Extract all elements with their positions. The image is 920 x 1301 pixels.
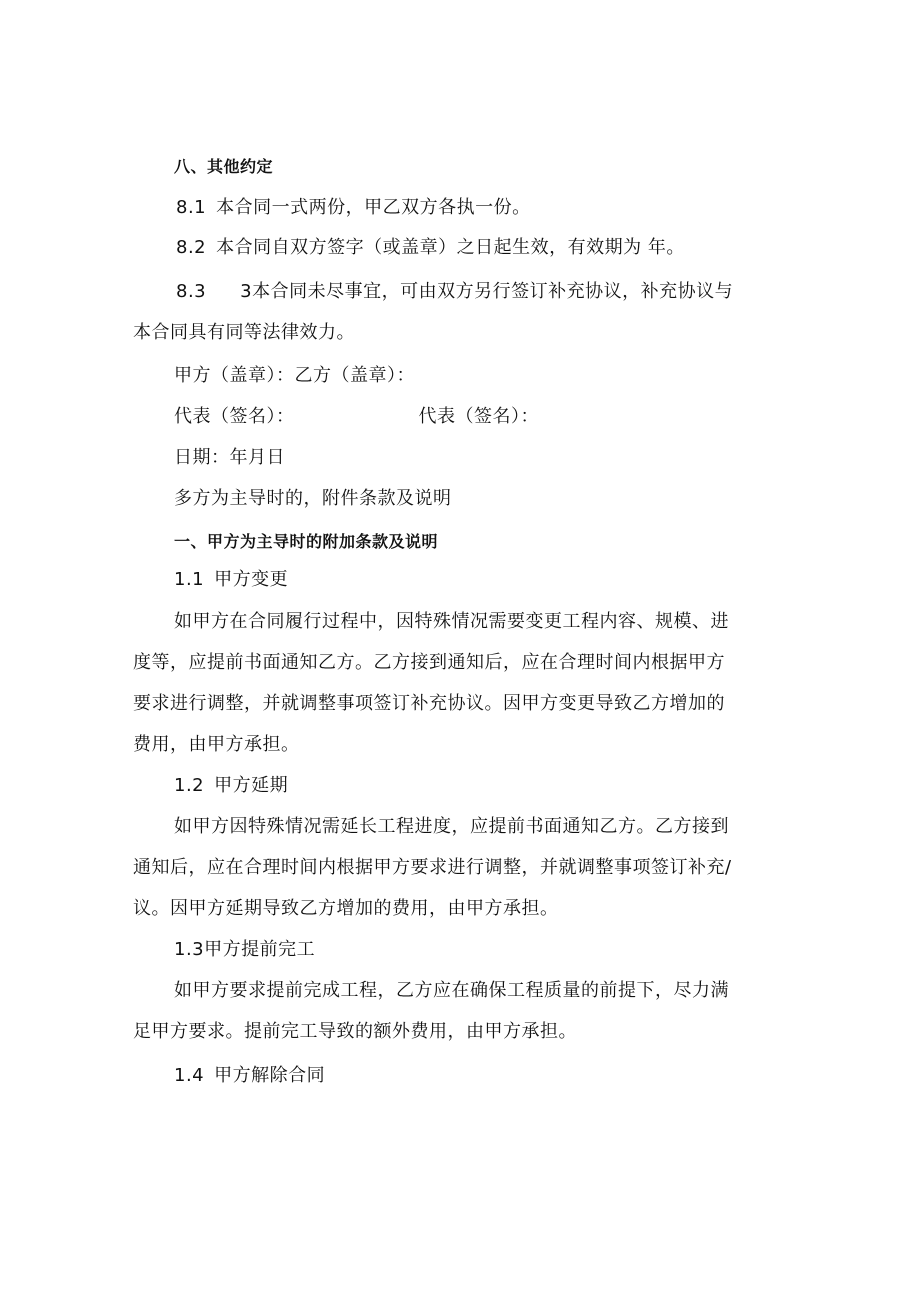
paragraph-line: 费用，由甲方承担。 (133, 734, 300, 755)
clause-8-3-continuation: 本合同具有同等法律效力。 (133, 322, 355, 343)
seal-line: 甲方（盖章）：乙方（盖章）： (174, 365, 415, 386)
item-number: 1.4 (174, 1065, 205, 1086)
clause-8-1 (176, 195, 531, 221)
clause-8-2 (176, 235, 685, 261)
appendix-title: 多方为主导时的，附件条款及说明 (174, 488, 452, 509)
paragraph-line: 如甲方在合同履行过程中，因特殊情况需要变更工程内容、规模、进 (174, 611, 729, 632)
paragraph-line: 议。因甲方延期导致乙方增加的费用，由甲方承担。 (133, 898, 559, 919)
paragraph-line: 要求进行调整，并就调整事项签订补充协议。因甲方变更导致乙方增加的 (133, 693, 725, 714)
item-number: 1.2 (174, 775, 205, 796)
item-title: 甲方变更 (214, 569, 289, 590)
item-1-3-title (174, 937, 315, 963)
clause-text: 本合同自双方签字（或盖章）之日起生效，有效期为 年。 (216, 237, 685, 258)
signature-line (174, 404, 539, 430)
item-number: 1.1 (174, 569, 205, 590)
section-8-heading: 八、其他约定 (174, 157, 274, 176)
paragraph-line: 如甲方要求提前完成工程，乙方应在确保工程质量的前提下，尽力满 (174, 980, 729, 1001)
paragraph-line: 如甲方因特殊情况需延长工程进度，应提前书面通知乙方。乙方接到 (174, 816, 729, 837)
item-number: 1.3 (174, 939, 205, 960)
clause-number: 8.3 (176, 281, 207, 302)
paragraph-line: 足甲方要求。提前完工导致的额外费用，由甲方承担。 (133, 1021, 577, 1042)
clause-number: 8.1 (176, 197, 207, 218)
item-title: 甲方提前完工 (204, 939, 316, 960)
clause-text: 3本合同未尽事宜，可由双方另行签订补充协议，补充协议与 (240, 281, 734, 302)
clause-text: 本合同一式两份，甲乙双方各执一份。 (216, 197, 531, 218)
item-title: 甲方延期 (214, 775, 289, 796)
date-line: 日期：年月日 (174, 447, 285, 468)
item-1-2-title (174, 773, 288, 799)
clause-8-3 (176, 279, 733, 305)
item-1-4-title (174, 1063, 325, 1089)
appendix-heading: 一、甲方为主导时的附加条款及说明 (174, 532, 439, 551)
signature-right: 代表（签名）： (418, 406, 539, 427)
item-1-1-title (174, 567, 288, 593)
signature-left: 代表（签名）： (174, 406, 295, 427)
item-title: 甲方解除合同 (214, 1065, 326, 1086)
clause-number: 8.2 (176, 237, 207, 258)
paragraph-line: 通知后，应在合理时间内根据甲方要求进行调整，并就调整事项签订补充/ (133, 857, 732, 878)
paragraph-line: 度等，应提前书面通知乙方。乙方接到通知后，应在合理时间内根据甲方 (133, 652, 725, 673)
